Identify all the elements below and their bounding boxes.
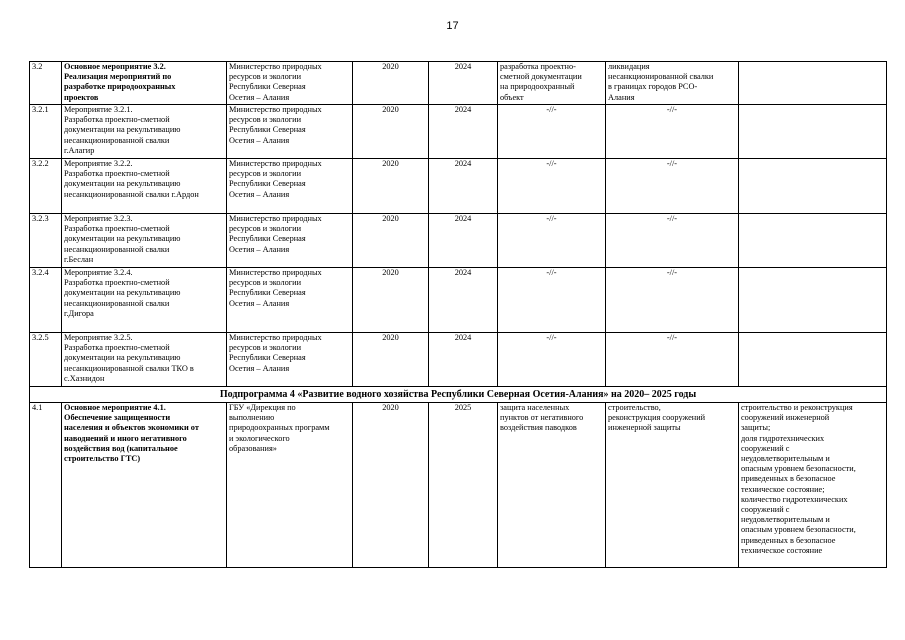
direct-result: -//- (498, 159, 606, 214)
measure-name: Мероприятие 3.2.3. Разработка проектно-сметной документации на рекультивацию несанкционированной свалки г.Беслан (62, 214, 227, 268)
subprogram-title: Подпрограмма 4 «Развитие водного хозяйства Республики Северная Осетия-Алания» на 2020– 2025 годы (30, 387, 887, 403)
program-table (29, 61, 887, 568)
end-year: 2024 (429, 333, 498, 387)
section-header-row (30, 387, 887, 403)
executor: Министерство природных ресурсов и экологии Республики Северная Осетия – Алания (227, 333, 353, 387)
start-year: 2020 (353, 105, 429, 159)
indicator (739, 268, 887, 333)
table-row (30, 214, 887, 268)
indicator: строительство и реконструкция сооружений инженерной защиты; доля гидротехнических сооружений с неудовлетворительным и опасным уровнем безопасности, приведенных в безопасное техническое состояние; количество гидротехнических сооружений с неудовлетворительным и опасным уровнем безопасности, приведенных в безопасное техническое состояние (739, 403, 887, 568)
table-row (30, 403, 887, 568)
direct-result: -//- (498, 333, 606, 387)
implementation-result: строительство, реконструкция сооружений инженерной защиты (606, 403, 739, 568)
table-row (30, 62, 887, 105)
indicator (739, 159, 887, 214)
implementation-result: -//- (606, 268, 739, 333)
indicator (739, 105, 887, 159)
measure-name: Мероприятие 3.2.4. Разработка проектно-сметной документации на рекультивацию несанкционированной свалки г.Дигора (62, 268, 227, 333)
implementation-result: -//- (606, 159, 739, 214)
executor: Министерство природных ресурсов и экологии Республики Северная Осетия – Алания (227, 214, 353, 268)
executor: Министерство природных ресурсов и экологии Республики Северная Осетия – Алания (227, 105, 353, 159)
indicator (739, 333, 887, 387)
direct-result: -//- (498, 105, 606, 159)
start-year: 2020 (353, 268, 429, 333)
start-year: 2020 (353, 214, 429, 268)
start-year: 2020 (353, 403, 429, 568)
measure-name: Основное мероприятие 4.1. Обеспечение защищенности населения и объектов экономики от наводнений и иного негативного воздействия вод (капитальное строительство ГТС) (62, 403, 227, 568)
row-number: 3.2.4 (30, 268, 62, 333)
direct-result: -//- (498, 214, 606, 268)
measure-name: Мероприятие 3.2.2. Разработка проектно-сметной документации на рекультивацию несанкционированной свалки г.Ардон (62, 159, 227, 214)
start-year: 2020 (353, 62, 429, 105)
table-row (30, 333, 887, 387)
executor: Министерство природных ресурсов и экологии Республики Северная Осетия – Алания (227, 62, 353, 105)
executor: Министерство природных ресурсов и экологии Республики Северная Осетия – Алания (227, 268, 353, 333)
table-row (30, 105, 887, 159)
page-number: 17 (446, 20, 459, 32)
measure-name: Мероприятие 3.2.5. Разработка проектно-сметной документации на рекультивацию несанкционированной свалки ТКО в с.Хазнидон (62, 333, 227, 387)
end-year: 2024 (429, 214, 498, 268)
row-number: 3.2.5 (30, 333, 62, 387)
executor: Министерство природных ресурсов и экологии Республики Северная Осетия – Алания (227, 159, 353, 214)
end-year: 2025 (429, 403, 498, 568)
table-row (30, 268, 887, 333)
end-year: 2024 (429, 62, 498, 105)
row-number: 4.1 (30, 403, 62, 568)
implementation-result: ликвидация несанкционированной свалки в границах городов РСО- Алания (606, 62, 739, 105)
indicator (739, 62, 887, 105)
table-row (30, 159, 887, 214)
implementation-result: -//- (606, 333, 739, 387)
start-year: 2020 (353, 333, 429, 387)
direct-result: защита населенных пунктов от негативного воздействия паводков (498, 403, 606, 568)
implementation-result: -//- (606, 105, 739, 159)
measure-name: Основное мероприятие 3.2. Реализация мероприятий по разработке природоохранных проектов (62, 62, 227, 105)
implementation-result: -//- (606, 214, 739, 268)
measure-name: Мероприятие 3.2.1. Разработка проектно-сметной документации на рекультивацию несанкционированной свалки г.Алагир (62, 105, 227, 159)
direct-result: -//- (498, 268, 606, 333)
start-year: 2020 (353, 159, 429, 214)
row-number: 3.2.3 (30, 214, 62, 268)
direct-result: разработка проектно- сметной документации на природоохранный объект (498, 62, 606, 105)
row-number: 3.2.2 (30, 159, 62, 214)
row-number: 3.2 (30, 62, 62, 105)
end-year: 2024 (429, 268, 498, 333)
row-number: 3.2.1 (30, 105, 62, 159)
executor: ГБУ «Дирекция по выполнению природоохранных программ и экологического образования» (227, 403, 353, 568)
end-year: 2024 (429, 159, 498, 214)
indicator (739, 214, 887, 268)
end-year: 2024 (429, 105, 498, 159)
